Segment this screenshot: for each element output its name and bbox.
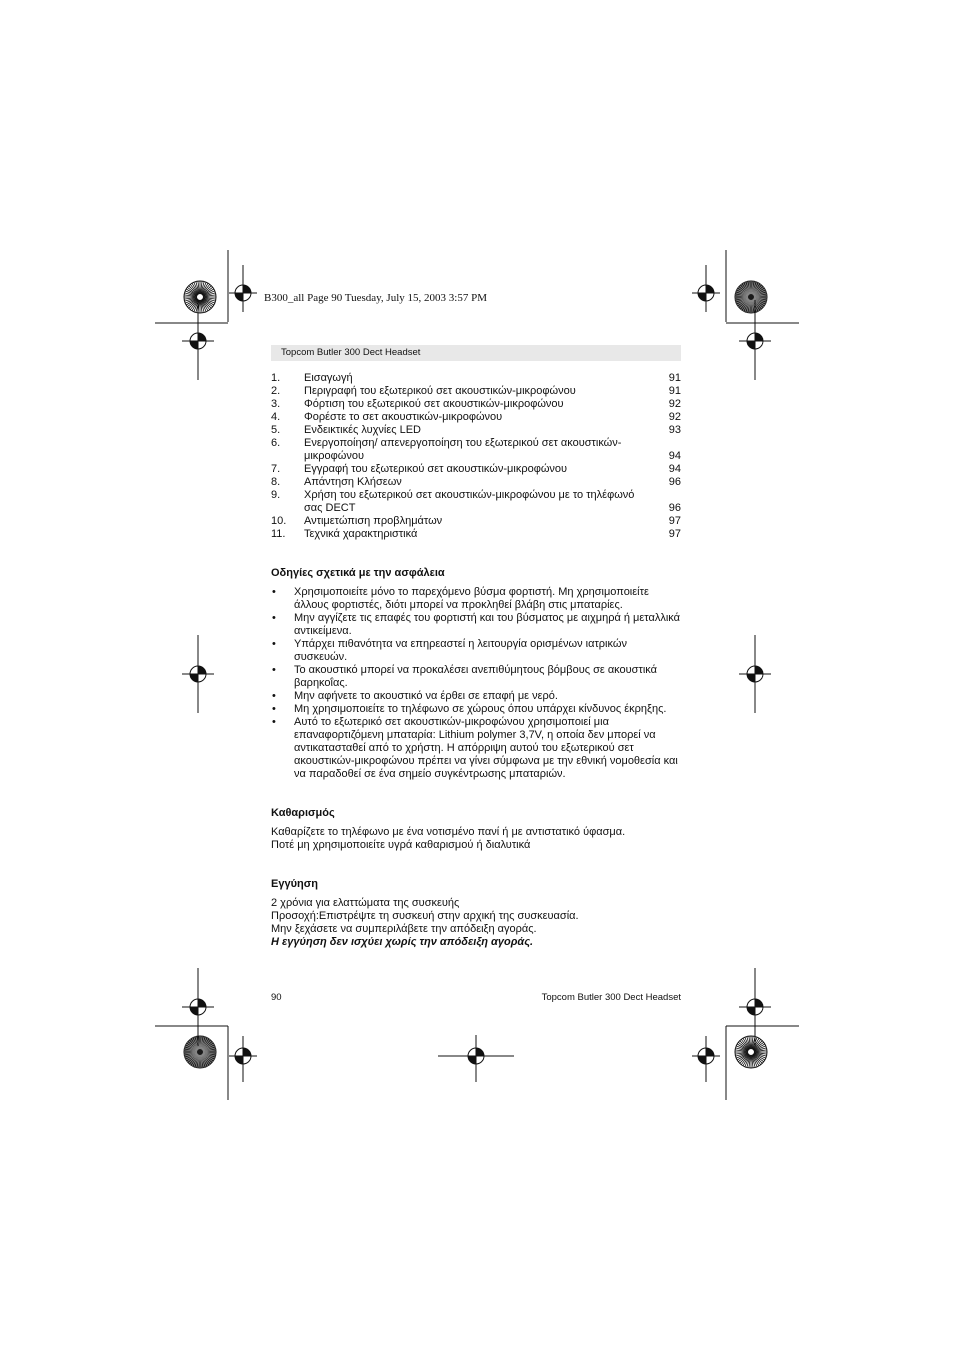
registration-fill <box>476 1048 484 1056</box>
toc-page: 94 <box>668 463 681 475</box>
paragraph-line: Καθαρίζετε το τηλέφωνο με ένα νοτισμένο πανί ή με αντιστατικό ύφασμα. <box>271 826 626 838</box>
bullet: • <box>272 690 276 702</box>
toc-title: Φορέστε το σετ ακουστικών-μικροφώνου <box>304 411 503 423</box>
list-item-text: Μην αφήνετε το ακουστικό να έρθει σε επαφή με νερό. <box>294 690 558 702</box>
safety-section <box>271 567 681 781</box>
page-number: 90 <box>271 992 282 1003</box>
toc-row <box>271 437 681 463</box>
toc-page: 91 <box>668 372 681 384</box>
toc-row <box>271 385 681 398</box>
registration-fill <box>190 341 198 349</box>
paragraph-line: 2 χρόνια για ελαττώματα της συσκευής <box>271 897 460 909</box>
paragraph-line: Μην ξεχάσετε να συμπεριλάβετε την απόδειξη αγοράς. <box>271 923 537 935</box>
registration-fill <box>755 333 763 341</box>
toc-title: Ενδεικτικές λυχνίες LED <box>304 424 421 436</box>
cleaning-section <box>271 807 681 852</box>
toc-title: Περιγραφή του εξωτερικού σετ ακουστικών-μικροφώνου <box>304 385 576 397</box>
toc-title: Χρήση του εξωτερικού σετ ακουστικών-μικροφώνου με το τηλέφωνό σας DECT <box>304 489 635 514</box>
bullet: • <box>272 612 276 624</box>
page-footer <box>271 992 681 1003</box>
toc-title: Τεχνικά χαρακτηριστικά <box>304 528 418 540</box>
slug-line: B300_all Page 90 Tuesday, July 15, 2003 3:57 PM <box>264 292 487 304</box>
toc-page: 97 <box>668 515 681 527</box>
toc-title: Ενεργοποίηση/ απενεργοποίηση του εξωτερικού σετ ακουστικών-μικροφώνου <box>304 437 622 462</box>
toc-page: 96 <box>668 502 681 514</box>
registration-fill <box>198 333 206 341</box>
registration-fill <box>190 1007 198 1015</box>
registration-fill <box>755 666 763 674</box>
registration-fill <box>198 999 206 1007</box>
toc-page: 94 <box>668 450 681 462</box>
registration-fill <box>755 999 763 1007</box>
list-item <box>271 612 681 638</box>
registration-fill <box>706 1048 714 1056</box>
list-item <box>271 638 681 664</box>
toc-page: 93 <box>668 424 681 436</box>
toc-number: 3. <box>271 398 281 410</box>
list-item-text: Αυτό το εξωτερικό σετ ακουστικών-μικροφώνου χρησιμοποιεί μια επαναφορτιζόμενη μπαταρία: Lithium polymer 3,7V, η οποία δεν μπορεί να αντικατασταθεί από το χρήστη. Η απόρριψη αυτού του εξωτερικού σετ ακουστικών-μικροφώνου πρέπει να γίνει σύμφωνα με την εθνική νομοθεσία και να παραδοθεί σε ένα σημείο συγκέντρωσης μπαταριών. <box>294 716 678 780</box>
toc-row <box>271 489 681 515</box>
registration-fill <box>243 285 251 293</box>
registration-fill <box>235 293 243 301</box>
registration-fill <box>190 674 198 682</box>
list-item <box>271 586 681 612</box>
warranty-section <box>271 878 681 949</box>
list-item-text: Χρησιμοποιείτε μόνο το παρεχόμενο βύσμα φορτιστή. Μη χρησιμοποιείτε άλλους φορτιστές, διότι μπορεί να προκληθεί βλάβη στις μπαταρίες. <box>294 586 649 611</box>
toc-row <box>271 476 681 489</box>
page-content <box>271 372 681 949</box>
toc-number: 1. <box>271 372 281 384</box>
toc-title: Εγγραφή του εξωτερικού σετ ακουστικών-μικροφώνου <box>304 463 568 475</box>
toc-page: 91 <box>668 385 681 397</box>
toc-title: Εισαγωγή <box>304 372 353 384</box>
table-of-contents <box>271 372 681 541</box>
toc-number: 8. <box>271 476 281 488</box>
registration-fill <box>747 341 755 349</box>
toc-number: 11. <box>271 528 286 540</box>
toc-page: 97 <box>668 528 681 540</box>
toc-row <box>271 411 681 424</box>
toc-title: Απάντηση Κλήσεων <box>304 476 402 488</box>
toc-number: 4. <box>271 411 281 423</box>
registration-fill <box>698 293 706 301</box>
toc-number: 7. <box>271 463 281 475</box>
toc-page: 92 <box>668 398 681 410</box>
toc-row <box>271 528 681 541</box>
list-item <box>271 690 681 703</box>
registration-fill <box>235 1056 243 1064</box>
header-title: Topcom Butler 300 Dect Headset <box>281 347 421 358</box>
registration-fill <box>698 1056 706 1064</box>
toc-row <box>271 424 681 437</box>
paragraph-line: Προσοχή:Επιστρέψτε τη συσκευή στην αρχική της συσκευασία. <box>271 910 579 922</box>
bullet: • <box>272 586 276 598</box>
paragraph-line: Ποτέ μη χρησιμοποιείτε υγρά καθαρισμού ή διαλυτικά <box>271 839 531 851</box>
footer-title: Topcom Butler 300 Dect Headset <box>541 992 681 1003</box>
toc-row <box>271 515 681 528</box>
running-header <box>271 345 681 361</box>
list-item <box>271 664 681 690</box>
registration-fill <box>747 1007 755 1015</box>
toc-number: 9. <box>271 489 281 501</box>
registration-fill <box>706 285 714 293</box>
list-item-text: Υπάρχει πιθανότητα να επηρεαστεί η λειτουργία ορισμένων ιατρικών συσκευών. <box>294 638 627 663</box>
bullet: • <box>272 716 276 728</box>
toc-row <box>271 463 681 476</box>
toc-number: 6. <box>271 437 281 449</box>
toc-number: 2. <box>271 385 281 397</box>
registration-fill <box>468 1056 476 1064</box>
registration-fill <box>747 674 755 682</box>
registration-fill <box>243 1048 251 1056</box>
list-item <box>271 716 681 781</box>
toc-page: 96 <box>668 476 681 488</box>
toc-title: Αντιμετώπιση προβλημάτων <box>304 515 443 527</box>
toc-number: 5. <box>271 424 281 436</box>
bullet: • <box>272 664 276 676</box>
bullet: • <box>272 703 276 715</box>
list-item-text: Το ακουστικό μπορεί να προκαλέσει ανεπιθύμητους βόμβους σε ακουστικά βαρηκοΐας. <box>294 664 657 689</box>
safety-list <box>271 586 681 781</box>
toc-page: 92 <box>668 411 681 423</box>
toc-number: 10. <box>271 515 287 527</box>
registration-fill <box>198 666 206 674</box>
warranty-emphasis: Η εγγύηση δεν ισχύει χωρίς την απόδειξη αγοράς. <box>271 936 534 948</box>
list-item <box>271 703 681 716</box>
toc-row <box>271 372 681 385</box>
list-item-text: Μη χρησιμοποιείτε το τηλέφωνο σε χώρους όπου υπάρχει κίνδυνος έκρηξης. <box>294 703 667 715</box>
section-heading: Καθαρισμός <box>271 807 335 819</box>
toc-row <box>271 398 681 411</box>
section-heading: Εγγύηση <box>271 878 318 890</box>
bullet: • <box>272 638 276 650</box>
list-item-text: Μην αγγίζετε τις επαφές του φορτιστή και του βύσματος με αιχμηρά ή μεταλλικά αντικείμενα. <box>294 612 680 637</box>
toc-title: Φόρτιση του εξωτερικού σετ ακουστικών-μικροφώνου <box>304 398 564 410</box>
section-heading: Οδηγίες σχετικά με την ασφάλεια <box>271 567 445 579</box>
